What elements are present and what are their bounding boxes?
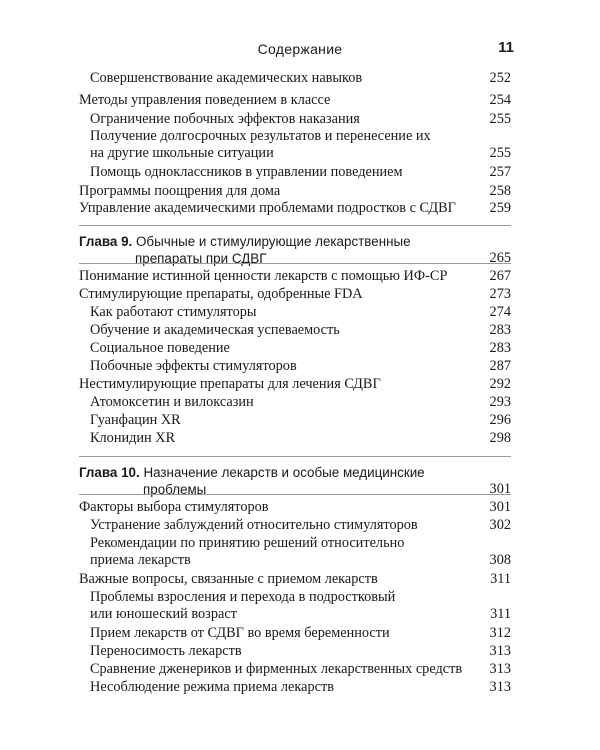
- toc-entry-title-line1: Проблемы взросления и перехода в подростковый: [90, 589, 396, 605]
- toc-entry-title: Социальное поведение: [90, 340, 230, 356]
- toc-entry-page: 313: [489, 643, 511, 659]
- toc-entry-page: 287: [489, 358, 511, 374]
- toc-entry-title: Гуанфацин XR: [90, 412, 181, 428]
- toc-entry-title: Сравнение дженериков и фирменных лекарственных средств: [90, 661, 463, 677]
- toc-entry[interactable]: [90, 517, 511, 534]
- toc-entry-page: 311: [490, 606, 511, 622]
- toc-entry-title-line2: на другие школьные ситуации: [90, 145, 274, 161]
- toc-entry-title: Как работают стимуляторы: [90, 304, 257, 320]
- toc-entry-title: Побочные эффекты стимуляторов: [90, 358, 297, 374]
- toc-entry-title-line1: Получение долгосрочных результатов и перенесение их: [90, 128, 431, 144]
- toc-entry-title: Клонидин XR: [90, 430, 176, 446]
- toc-entry-title: Управление академическими проблемами подростков с СДВГ: [79, 200, 456, 216]
- toc-entry-title: Совершенствование академических навыков: [90, 70, 363, 86]
- running-header-title: Содержание: [257, 41, 343, 57]
- toc-entry[interactable]: [79, 376, 511, 393]
- toc-entry[interactable]: [79, 499, 511, 516]
- toc-entry-title: Программы поощрения для дома: [79, 183, 281, 199]
- toc-entry-title: Факторы выбора стимуляторов: [79, 499, 269, 515]
- chapter-divider: [79, 263, 511, 264]
- toc-entry-page: 283: [489, 322, 511, 338]
- toc-entry-page: 302: [489, 517, 511, 533]
- toc-entry-page: 258: [489, 183, 511, 199]
- toc-entry[interactable]: [90, 589, 511, 623]
- toc-entry[interactable]: [79, 183, 511, 200]
- chapter-page: 265: [489, 250, 511, 266]
- chapter-divider: [79, 494, 511, 495]
- toc-entry-page: 313: [489, 679, 511, 695]
- chapter-divider: [79, 456, 511, 457]
- toc-entry-page: 274: [489, 304, 511, 320]
- toc-entry-title: Переносимость лекарств: [90, 643, 242, 659]
- toc-entry[interactable]: [79, 286, 511, 303]
- toc-entry[interactable]: [90, 322, 511, 339]
- toc-entry-page: 255: [489, 111, 511, 127]
- toc-entry-title: Важные вопросы, связанные с приемом лекарств: [79, 571, 378, 587]
- toc-entry-title-line2: приема лекарств: [90, 552, 191, 568]
- chapter-heading-9[interactable]: [79, 233, 511, 267]
- toc-entry[interactable]: [90, 340, 511, 357]
- toc-entry[interactable]: [90, 70, 511, 87]
- toc-entry-page: 273: [489, 286, 511, 302]
- toc-entry-page: 267: [489, 268, 511, 284]
- toc-entry-title: Методы управления поведением в классе: [79, 92, 331, 108]
- toc-entry[interactable]: [90, 128, 511, 162]
- toc-entry-page: 283: [489, 340, 511, 356]
- chapter-title-line1: Назначение лекарств и особые медицинские: [143, 465, 425, 480]
- toc-entry-title: Обучение и академическая успеваемость: [90, 322, 340, 338]
- toc-entry-title: Несоблюдение режима приема лекарств: [90, 679, 334, 695]
- toc-entry-page: 252: [489, 70, 511, 86]
- chapter-heading-10[interactable]: [79, 464, 511, 498]
- toc-entry-title-line2: или юношеский возраст: [90, 606, 237, 622]
- chapter-title-line2: препараты при СДВГ: [135, 251, 267, 266]
- toc-entry[interactable]: [90, 643, 511, 660]
- toc-entry-title: Стимулирующие препараты, одобренные FDA: [79, 286, 363, 302]
- toc-entry-page: 313: [489, 661, 511, 677]
- toc-entry-page: 259: [489, 200, 511, 216]
- toc-entry[interactable]: [90, 661, 511, 678]
- chapter-number: Глава 10.: [79, 465, 140, 480]
- toc-entry-title: Устранение заблуждений относительно стимуляторов: [90, 517, 418, 533]
- chapter-number: Глава 9.: [79, 234, 133, 249]
- toc-entry[interactable]: [90, 394, 511, 411]
- toc-entry[interactable]: [79, 92, 511, 109]
- toc-entry[interactable]: [90, 679, 511, 696]
- chapter-page: 301: [489, 481, 511, 497]
- toc-entry-title: Нестимулирующие препараты для лечения СДВГ: [79, 376, 381, 392]
- toc-entry-page: 301: [489, 499, 511, 515]
- toc-entry-title: Прием лекарств от СДВГ во время беременности: [90, 625, 390, 641]
- toc-entry-page: 292: [489, 376, 511, 392]
- toc-entry[interactable]: [79, 571, 511, 588]
- page-number: 11: [498, 39, 514, 56]
- toc-entry-page: 254: [489, 92, 511, 108]
- toc-entry-page: 308: [489, 552, 511, 568]
- toc-entry[interactable]: [90, 625, 511, 642]
- toc-entry[interactable]: [90, 358, 511, 375]
- toc-entry-page: 298: [489, 430, 511, 446]
- toc-entry[interactable]: [90, 412, 511, 429]
- toc-entry[interactable]: [79, 200, 511, 217]
- toc-entry[interactable]: [90, 164, 511, 181]
- toc-entry-title: Ограничение побочных эффектов наказания: [90, 111, 360, 127]
- chapter-divider: [79, 225, 511, 226]
- toc-entry[interactable]: [90, 111, 511, 128]
- toc-entry-page: 311: [490, 571, 511, 587]
- toc-entry-title: Понимание истинной ценности лекарств с помощью ИФ-СР: [79, 268, 448, 284]
- chapter-title-line2: проблемы: [143, 482, 207, 497]
- toc-entry-title-line1: Рекомендации по принятию решений относительно: [90, 535, 405, 551]
- toc-entry-title: Атомоксетин и вилоксазин: [90, 394, 254, 410]
- toc-entry[interactable]: [90, 304, 511, 321]
- toc-entry[interactable]: [90, 430, 511, 447]
- toc-entry-page: 257: [489, 164, 511, 180]
- toc-entry-page: 293: [489, 394, 511, 410]
- toc-entry-title: Помощь одноклассников в управлении поведением: [90, 164, 403, 180]
- toc-entry-page: 255: [489, 145, 511, 161]
- toc-entry-page: 312: [489, 625, 511, 641]
- toc-entry-page: 296: [489, 412, 511, 428]
- toc-entry[interactable]: [79, 268, 511, 285]
- toc-entry[interactable]: [90, 535, 511, 569]
- chapter-title-line1: Обычные и стимулирующие лекарственные: [136, 234, 411, 249]
